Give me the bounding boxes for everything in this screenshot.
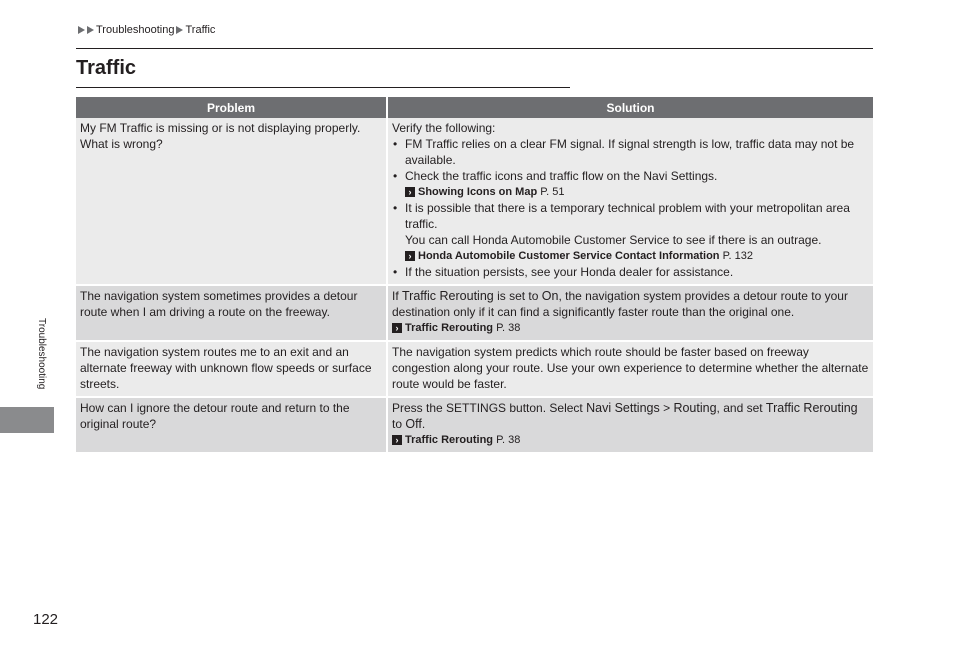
title-underline bbox=[76, 87, 570, 88]
side-tab-marker bbox=[0, 407, 54, 433]
reference-arrow-icon: › bbox=[405, 251, 415, 261]
setting-term: Traffic Rerouting bbox=[765, 401, 858, 415]
breadcrumb-arrow-icon bbox=[78, 26, 85, 34]
page-number: 122 bbox=[33, 611, 59, 628]
list-item: • Check the traffic icons and traffic flow on the Navi Settings. › Showing Icons on Map P. 51 bbox=[392, 168, 869, 200]
troubleshooting-table bbox=[76, 97, 873, 454]
setting-term: Off bbox=[405, 417, 422, 431]
breadcrumb bbox=[78, 24, 215, 36]
list-item-extra: You can call Honda Automobile Customer Service to see if there is an outrage. bbox=[405, 233, 822, 247]
reference-arrow-icon: › bbox=[405, 187, 415, 197]
list-item: • FM Traffic relies on a clear FM signal. If signal strength is low, traffic data may not be available. bbox=[392, 136, 869, 168]
problem-cell: The navigation system routes me to an exit and an alternate freeway with unknown flow speeds or surface streets. bbox=[76, 341, 387, 397]
problem-cell: The navigation system sometimes provides a detour route when I am driving a route on the freeway. bbox=[76, 285, 387, 341]
solution-list bbox=[392, 136, 869, 280]
page-title: Traffic bbox=[76, 57, 137, 79]
solution-cell bbox=[387, 118, 873, 285]
solution-intro: Verify the following: bbox=[392, 121, 496, 135]
list-item: • If the situation persists, see your Honda dealer for assistance. bbox=[392, 264, 869, 280]
table-row bbox=[76, 118, 873, 285]
table-row bbox=[76, 285, 873, 341]
problem-cell: How can I ignore the detour route and return to the original route? bbox=[76, 397, 387, 453]
solution-text: Press the SETTINGS button. Select Navi Settings > Routing, and set Traffic Rerouting to Off. bbox=[392, 401, 858, 431]
header-divider bbox=[76, 48, 873, 49]
reference-arrow-icon: › bbox=[392, 323, 402, 333]
setting-term: Routing bbox=[673, 401, 717, 415]
solution-cell bbox=[387, 397, 873, 453]
breadcrumb-arrow-icon bbox=[87, 26, 94, 34]
list-item: • It is possible that there is a temporary technical problem with your metropolitan area traffic. You can call Honda Automobile Customer Service to see if there is an outrage. › Honda Automobile Customer Service Contact Information P. 132 bbox=[392, 200, 869, 264]
solution-cell bbox=[387, 285, 873, 341]
problem-cell: My FM Traffic is missing or is not displaying properly. What is wrong? bbox=[76, 118, 387, 285]
breadcrumb-current: Traffic bbox=[185, 24, 216, 36]
setting-term: Navi Settings bbox=[586, 401, 660, 415]
breadcrumb-troubleshooting-link[interactable]: Troubleshooting bbox=[96, 24, 175, 36]
side-tab-label: Troubleshooting bbox=[36, 318, 47, 390]
solution-cell: The navigation system predicts which route should be faster based on freeway congestion along your route. Use your own experience to determine whether the alternate route would be faster. bbox=[387, 341, 873, 397]
cross-reference-link[interactable]: › Traffic Rerouting P. 38 bbox=[392, 432, 869, 448]
setting-term: Traffic Rerouting bbox=[402, 289, 494, 303]
breadcrumb-arrow-icon bbox=[176, 26, 183, 34]
header-problem: Problem bbox=[76, 97, 387, 118]
table-row bbox=[76, 397, 873, 453]
cross-reference-link[interactable]: › Showing Icons on Map P. 51 bbox=[405, 184, 869, 200]
setting-term: On bbox=[541, 289, 559, 303]
table-row bbox=[76, 341, 873, 397]
solution-text: If Traffic Rerouting is set to On, the navigation system provides a detour route to your destination only if it can find a significantly faster route than the original one. bbox=[392, 289, 848, 319]
cross-reference-link[interactable]: › Honda Automobile Customer Service Contact Information P. 132 bbox=[405, 248, 869, 264]
table-header-row bbox=[76, 97, 873, 118]
cross-reference-link[interactable]: › Traffic Rerouting P. 38 bbox=[392, 320, 869, 336]
reference-arrow-icon: › bbox=[392, 435, 402, 445]
header-solution: Solution bbox=[387, 97, 873, 118]
